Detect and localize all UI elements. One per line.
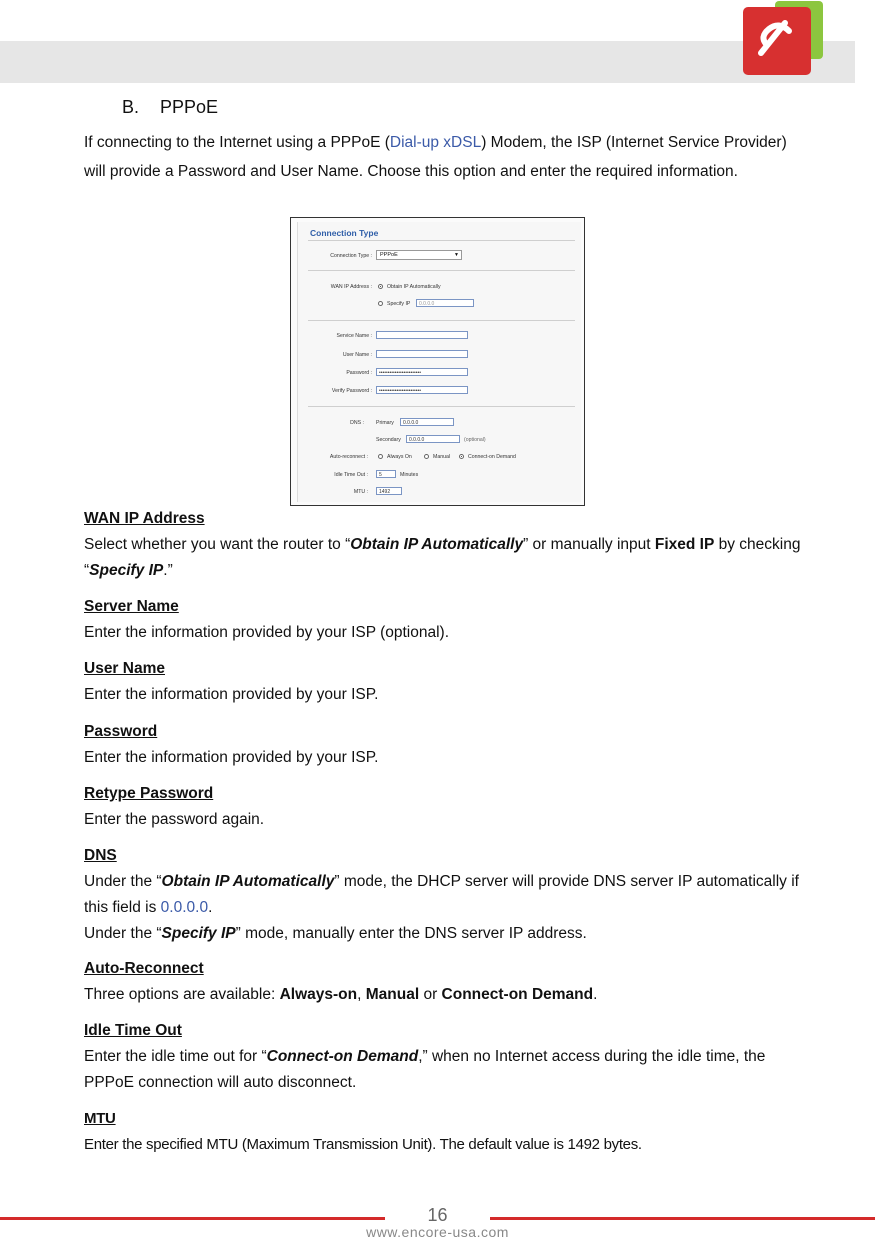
always-on-radio	[378, 454, 383, 459]
intro-text: If connecting to the Internet using a PPPoE (	[84, 134, 390, 151]
auto-bold-1: Always-on	[279, 986, 358, 1003]
auto-bold-2: Manual	[365, 986, 420, 1003]
wan-text-3: by checking “	[84, 536, 801, 579]
manual-radio	[424, 454, 429, 459]
verify-password-label: Verify Password :	[331, 388, 372, 394]
server-name-heading: Server Name	[84, 598, 179, 615]
intro-text-end: ) Modem, the ISP (Internet Service Provider) will provide a Password and User Name. Choose this option and enter the required information.	[84, 134, 787, 180]
idle-text-2: ,” when no Internet access during the idle time, the PPPoE connection will auto disconnect.	[84, 1048, 766, 1091]
dns-text-3: .	[208, 899, 213, 916]
mtu-field: 1492	[376, 487, 402, 495]
section-number: B.	[122, 97, 140, 117]
user-name-section	[84, 656, 804, 708]
mtu-heading: MTU	[84, 1110, 116, 1127]
idle-time-heading: Idle Time Out	[84, 1022, 182, 1039]
auto-text-4: .	[593, 986, 598, 1003]
header-bar	[0, 41, 855, 83]
auto-reconnect-label: Auto-reconnect :	[329, 454, 368, 460]
dns-section	[84, 843, 804, 947]
minutes-text: Minutes	[400, 472, 419, 478]
auto-reconnect-heading: Auto-Reconnect	[84, 960, 204, 977]
wan-ip-heading: WAN IP Address	[84, 510, 205, 527]
wan-ip-section	[84, 506, 804, 584]
intro-paragraph	[84, 128, 789, 186]
mtu-text: Enter the specified MTU (Maximum Transmission Unit). The default value is 1492 bytes.	[84, 1136, 642, 1153]
wan-bold-2: Fixed IP	[654, 536, 715, 553]
dns-ip-value: 0.0.0.0	[160, 899, 209, 916]
dns-text-4: Under the “	[84, 925, 162, 942]
wan-text-2: ” or manually input	[523, 536, 655, 553]
mtu-section	[84, 1106, 804, 1158]
auto-reconnect-section	[84, 956, 804, 1008]
page-number: 16	[427, 1205, 448, 1225]
mtu-label: MTU :	[353, 489, 368, 495]
dns-label: DNS :	[350, 420, 364, 426]
server-name-text: Enter the information provided by your ISP (optional).	[84, 624, 450, 641]
secondary-dns-field: 0.0.0.0	[406, 435, 460, 443]
website-url: www.encore-usa.com	[366, 1224, 509, 1240]
retype-password-section	[84, 781, 804, 833]
password-section	[84, 719, 804, 771]
service-name-field	[376, 331, 468, 339]
auto-text-3: or	[419, 986, 442, 1003]
auto-text-2: ,	[357, 986, 366, 1003]
dns-text-1: Under the “	[84, 873, 162, 890]
dial-up-link-text: Dial-up xDSL	[389, 134, 482, 151]
connect-on-demand-text: Connect-on Demand	[468, 454, 516, 460]
user-name-text: Enter the information provided by your ISP.	[84, 686, 379, 703]
wan-bold-1: Obtain IP Automatically	[350, 536, 524, 553]
chevron-down-icon: ▼	[454, 252, 459, 258]
manual-text: Manual	[433, 454, 451, 460]
auto-text-1: Three options are available:	[84, 986, 280, 1003]
screenshot-title: Connection Type	[310, 228, 379, 238]
section-title	[122, 97, 218, 118]
dns-text-2: ” mode, the DHCP server will provide DNS server IP automatically if this field is	[84, 873, 799, 916]
idle-bold-1: Connect-on Demand	[266, 1048, 419, 1065]
user-name-field	[376, 350, 468, 358]
verify-password-field: ••••••••••••••••••••••••	[376, 386, 468, 394]
dns-text-5: ” mode, manually enter the DNS server IP address.	[235, 925, 587, 942]
user-name-heading: User Name	[84, 660, 165, 677]
wan-text-1: Select whether you want the router to “	[84, 536, 351, 553]
password-text: Enter the information provided by your ISP.	[84, 749, 379, 766]
service-name-label: Service Name :	[336, 333, 372, 339]
primary-dns-field: 0.0.0.0	[400, 418, 454, 426]
always-on-text: Always On	[387, 454, 412, 460]
retype-password-text: Enter the password again.	[84, 811, 265, 828]
idle-text-1: Enter the idle time out for “	[84, 1048, 267, 1065]
idle-time-field: 5	[376, 470, 396, 478]
obtain-ip-radio	[378, 284, 383, 289]
connection-type-label: Connection Type :	[330, 253, 372, 259]
user-name-label: User Name :	[342, 352, 372, 358]
retype-password-heading: Retype Password	[84, 785, 214, 802]
specify-ip-radio	[378, 301, 383, 306]
dns-heading: DNS	[84, 847, 117, 864]
connection-type-select	[376, 250, 462, 260]
optional-text: (optional)	[464, 437, 486, 443]
wan-bold-3: Specify IP	[89, 562, 164, 579]
password-label: Password :	[346, 370, 372, 376]
obtain-ip-text: Obtain IP Automatically	[387, 284, 441, 290]
encore-logo	[741, 1, 825, 77]
wan-text-4: .”	[163, 562, 173, 579]
idle-time-section	[84, 1018, 804, 1096]
specify-ip-field: 0.0.0.0	[416, 299, 474, 307]
primary-label: Primary	[376, 420, 394, 426]
connection-type-screenshot	[290, 217, 585, 506]
secondary-label: Secondary	[376, 437, 401, 443]
wan-ip-label: WAN IP Address :	[330, 284, 372, 290]
dns-bold-1: Obtain IP Automatically	[161, 873, 335, 890]
dns-bold-2: Specify IP	[161, 925, 236, 942]
server-name-section	[84, 594, 804, 646]
idle-time-label: Idle Time Out :	[334, 472, 368, 478]
password-heading: Password	[84, 723, 158, 740]
connect-on-demand-radio	[459, 454, 464, 459]
connection-type-value: PPPoE	[380, 252, 398, 258]
password-field: ••••••••••••••••••••••••	[376, 368, 468, 376]
section-title-text: PPPoE	[160, 97, 219, 117]
specify-ip-text: Specify IP	[387, 301, 411, 307]
auto-bold-3: Connect-on Demand	[441, 986, 594, 1003]
